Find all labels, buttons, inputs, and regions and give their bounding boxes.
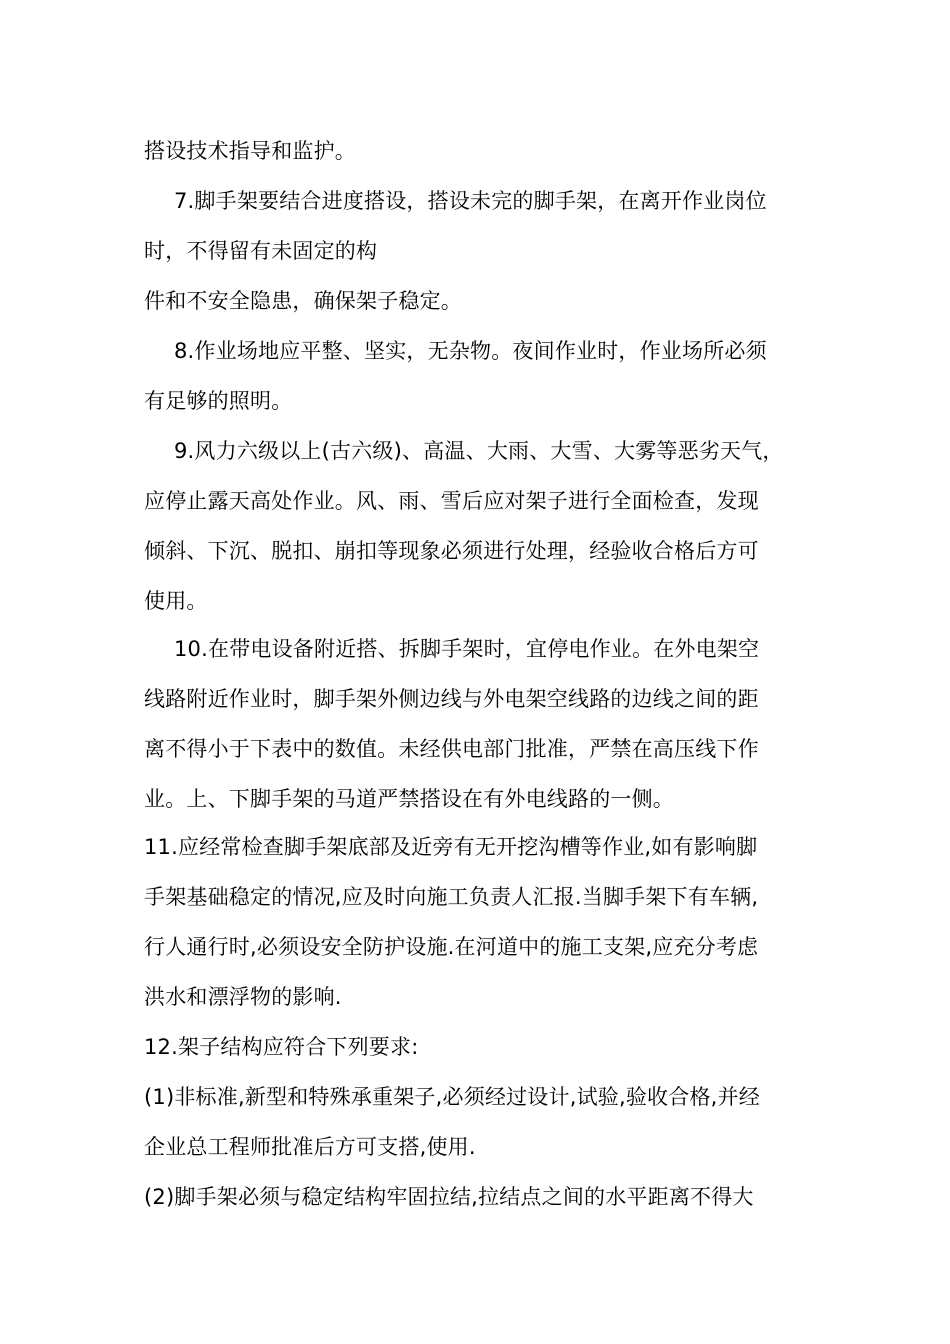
text-line: 行人通行时,必须设安全防护设施.在河道中的施工支架,应充分考虑 [144,935,759,959]
text-line: 11.应经常检查脚手架底部及近旁有无开挖沟槽等作业,如有影响脚 [144,835,758,859]
text-line: (1)非标准,新型和特殊承重架子,必须经过设计,试验,验收合格,并经 [144,1085,760,1109]
text-line: 使用。 [144,589,208,613]
text-line: 搭设技术指导和监护。 [144,139,356,163]
text-line: 业。上、下脚手架的马道严禁搭设在有外电线路的一侧。 [144,787,674,811]
text-line: 手架基础稳定的情况,应及时向施工负责人汇报.当脚手架下有车辆, [144,885,759,909]
text-line: 应停止露天高处作业。风、雨、雪后应对架子进行全面检查，发现 [144,489,759,513]
text-line: 时，不得留有未固定的构 [144,239,378,263]
text-line: 件和不安全隐患，确保架子稳定。 [144,289,462,313]
text-line: 9.风力六级以上(古六级)、高温、大雨、大雪、大雾等恶劣天气， [174,439,784,463]
text-line: 12.架子结构应符合下列要求: [144,1035,419,1059]
text-line: (2)脚手架必须与稳定结构牢固拉结,拉结点之间的水平距离不得大 [144,1185,754,1209]
text-line: 有足够的照明。 [144,389,293,413]
text-line: 8.作业场地应平整、坚实，无杂物。夜间作业时，作业场所必须 [174,339,767,363]
text-line: 倾斜、下沉、脱扣、崩扣等现象必须进行处理，经验收合格后方可 [144,539,759,563]
text-line: 洪水和漂浮物的影响. [144,985,342,1009]
text-line: 线路附近作业时，脚手架外侧边线与外电架空线路的边线之间的距 [144,687,759,711]
text-line: 7.脚手架要结合进度搭设，搭设未完的脚手架，在离开作业岗位 [174,189,767,213]
text-line: 离不得小于下表中的数值。未经供电部门批准，严禁在高压线下作 [144,737,759,761]
text-line: 10.在带电设备附近搭、拆脚手架时，宜停电作业。在外电架空 [174,637,760,661]
text-line: 企业总工程师批准后方可支搭,使用. [144,1135,476,1159]
